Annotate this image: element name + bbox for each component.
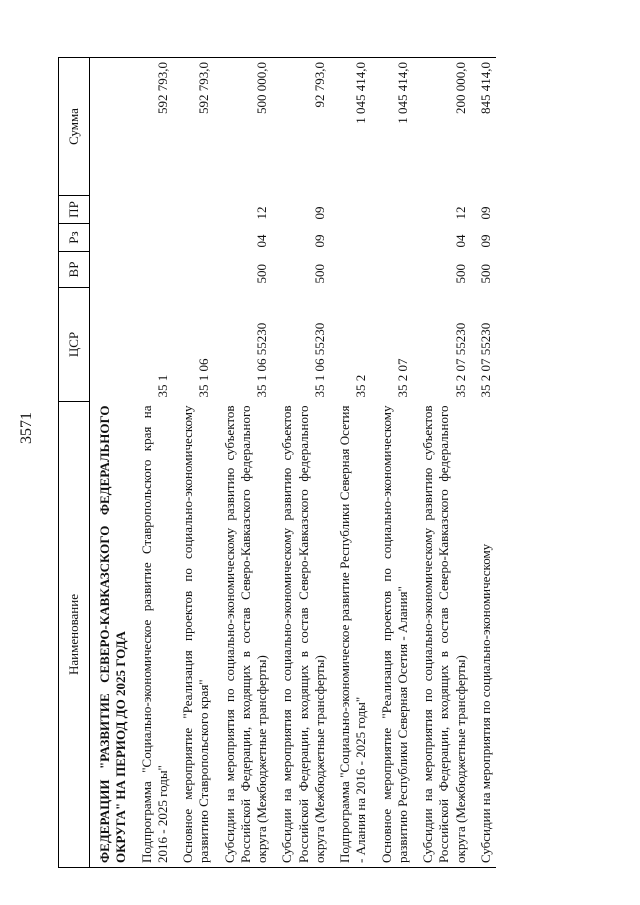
table-row [471, 58, 496, 868]
table-row [413, 58, 471, 868]
row-pr: 12 [254, 206, 269, 220]
row-vr [132, 252, 174, 288]
row-rz: 04 [254, 234, 269, 248]
row-sum: 92 793,0 [272, 58, 330, 196]
row-vr [173, 252, 215, 288]
row-rz: 09 [477, 234, 493, 248]
row-csr: 35 2 07 55230 [477, 322, 493, 398]
row-csr: 35 1 06 [196, 358, 212, 398]
row-vr: 500 [477, 264, 493, 284]
table-row [372, 58, 414, 868]
row-sum [90, 58, 132, 196]
row-rz [330, 224, 372, 252]
header-name: Наименование [59, 402, 90, 868]
row-vr [372, 252, 414, 288]
row-pr [372, 196, 414, 224]
row-pr: 12 [452, 206, 468, 220]
row-pr [173, 196, 215, 224]
row-name: ФЕДЕРАЦИИ "РАЗВИТИЕ СЕВЕРО-КАВКАЗСКОГО ФЕДЕРАЛЬНОГО ОКРУГА" НА ПЕРИОД ДО 2025 ГОДА [90, 402, 132, 868]
row-pr: 09 [477, 206, 493, 220]
row-sum: 592 793,0 [132, 58, 174, 196]
row-vr: 500 [311, 264, 327, 284]
row-csr: 35 1 06 55230 [254, 322, 269, 398]
row-pr [90, 196, 132, 224]
row-vr: 500 [452, 264, 468, 284]
budget-table [58, 57, 496, 868]
row-pr [330, 196, 372, 224]
row-csr: 35 1 [154, 374, 170, 398]
row-pr: 09 [311, 206, 327, 220]
row-name: Основное мероприятие "Реализация проектов по социально-экономическому развитию Республики Северная Осетия - Алания" [372, 402, 414, 868]
row-vr [330, 252, 372, 288]
row-rz [173, 224, 215, 252]
header-pr: ПР [59, 196, 90, 224]
row-rz: 04 [452, 234, 468, 248]
table-row [90, 58, 132, 868]
header-csr: ЦСР [59, 288, 90, 402]
row-name: Субсидии на мероприятия по социально-экономическому развитию субъектов Российской Федерации, входящих в состав Северо-Кавказского федерального округа (Межбюджетные трансферты) [272, 402, 330, 868]
table-row [272, 58, 330, 868]
row-name: Субсидии на мероприятия по социально-экономическому развитию субъектов Российской Федерации, входящих в состав Северо-Кавказского федерального округа (Межбюджетные трансферты) [413, 402, 471, 868]
row-csr: 35 2 [353, 374, 369, 398]
row-name: Подпрограмма "Социально-экономическое развитие Ставропольского края на 2016 - 2025 годы" [132, 402, 174, 868]
page-number: 3571 [18, 412, 35, 444]
row-csr [90, 288, 132, 402]
row-name: Основное мероприятие "Реализация проектов по социально-экономическому развитию Ставропольского края" [173, 402, 215, 868]
row-rz [90, 224, 132, 252]
table-row [173, 58, 215, 868]
row-vr [90, 252, 132, 288]
row-name: Субсидии на мероприятия по социально-экономическому развитию субъектов Российской Федерации, входящих в состав Северо-Кавказского федерального округа (Межбюджетные трансферты) [215, 402, 273, 868]
row-csr: 35 1 06 55230 [311, 322, 327, 398]
row-sum: 500 000,0 [215, 58, 273, 196]
row-sum: 200 000,0 [413, 58, 471, 196]
header-sum: Сумма [59, 58, 90, 196]
row-csr: 35 2 07 55230 [452, 322, 468, 398]
row-sum: 845 414,0 [471, 58, 496, 196]
rotated-table-container [58, 58, 588, 868]
row-rz: 09 [311, 234, 327, 248]
row-sum: 592 793,0 [173, 58, 215, 196]
row-rz [132, 224, 174, 252]
header-rz: Рз [59, 224, 90, 252]
row-sum: 1 045 414,0 [372, 58, 414, 196]
table-body [90, 58, 497, 868]
row-rz [372, 224, 414, 252]
table-header-row [59, 58, 90, 868]
table-row [215, 58, 273, 868]
row-name: Подпрограмма "Социально-экономическое развитие Республики Северная Осетия - Алания на 2016 - 2025 годы" [330, 402, 372, 868]
row-csr: 35 2 07 [394, 358, 410, 398]
row-pr [132, 196, 174, 224]
row-sum: 1 045 414,0 [330, 58, 372, 196]
row-vr: 500 [254, 264, 269, 284]
row-name: Субсидии на мероприятия по социально-экономическому [471, 402, 496, 868]
table-row [330, 58, 372, 868]
header-vr: ВР [59, 252, 90, 288]
table-row [132, 58, 174, 868]
